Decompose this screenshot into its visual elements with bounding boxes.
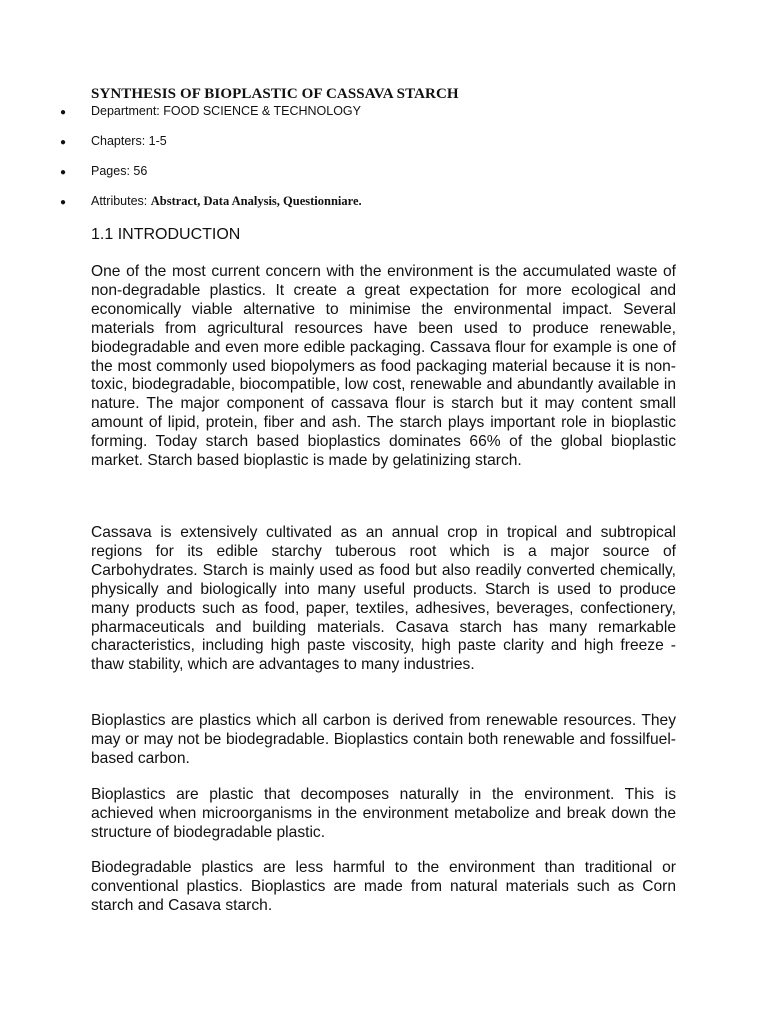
bullet-icon: ●	[60, 197, 67, 208]
department-value: FOOD SCIENCE & TECHNOLOGY	[163, 104, 361, 118]
bullet-icon: ●	[60, 107, 67, 118]
metadata-item-chapters	[60, 134, 167, 148]
paragraph-4: Bioplastics are plastic that decomposes naturally in the environment. This is achieved when microorganisms in the environment metabolize and break down the structure of biodegradable plastic.	[91, 786, 676, 841]
attributes-label: Attributes:	[91, 194, 151, 208]
pages-value: 56	[133, 164, 148, 178]
attributes-value: Abstract, Data Analysis, Questionniare.	[150, 194, 362, 208]
metadata-item-pages	[60, 164, 147, 178]
pages-label: Pages:	[91, 164, 134, 178]
department-label: Department:	[91, 104, 164, 118]
bullet-icon: ●	[60, 137, 67, 148]
document-title: SYNTHESIS OF BIOPLASTIC OF CASSAVA STARCH	[91, 86, 459, 102]
chapters-value: 1-5	[148, 134, 167, 148]
chapters-label: Chapters:	[91, 134, 149, 148]
paragraph-5: Biodegradable plastics are less harmful to the environment than traditional or conventional plastics. Bioplastics are made from natural materials such as Corn starch and Casava starch.	[91, 859, 676, 914]
bullet-icon: ●	[60, 167, 67, 178]
paragraph-2: Cassava is extensively cultivated as an annual crop in tropical and subtropical regions for its edible starchy tuberous root which is a major source of Carbohydrates. Starch is mainly used as food but also readily converted chemically, physically and biologically into many useful products. Starch is used to produce many products such as food, paper, textiles, adhesives, beverages, confectionery, pharmaceuticals and building materials. Casava starch has many remarkable characteristics, including high paste viscosity, high paste clarity and high freeze - thaw stability, which are advantages to many industries.	[91, 524, 676, 674]
metadata-item-department	[60, 104, 361, 118]
section-heading: 1.1 INTRODUCTION	[91, 226, 241, 243]
paragraph-1: One of the most current concern with the environment is the accumulated waste of non-degradable plastics. It create a great expectation for more ecological and economically viable alternative to minimise the environmental impact. Several materials from agricultural resources have been used to produce renewable, biodegradable and even more edible packaging. Cassava flour for example is one of the most commonly used biopolymers as food packaging material because it is non-toxic, biodegradable, biocompatible, low cost, renewable and abundantly available in nature. The major component of cassava flour is starch but it may content small amount of lipid, protein, fiber and ash. The starch plays important role in bioplastic forming. Today starch based bioplastics dominates 66% of the global bioplastic market. Starch based bioplastic is made by gelatinizing starch.	[91, 263, 676, 470]
paragraph-3: Bioplastics are plastics which all carbon is derived from renewable resources. They may or may not be biodegradable. Bioplastics contain both renewable and fossilfuel- based carbon.	[91, 712, 676, 767]
metadata-item-attributes	[60, 194, 362, 209]
